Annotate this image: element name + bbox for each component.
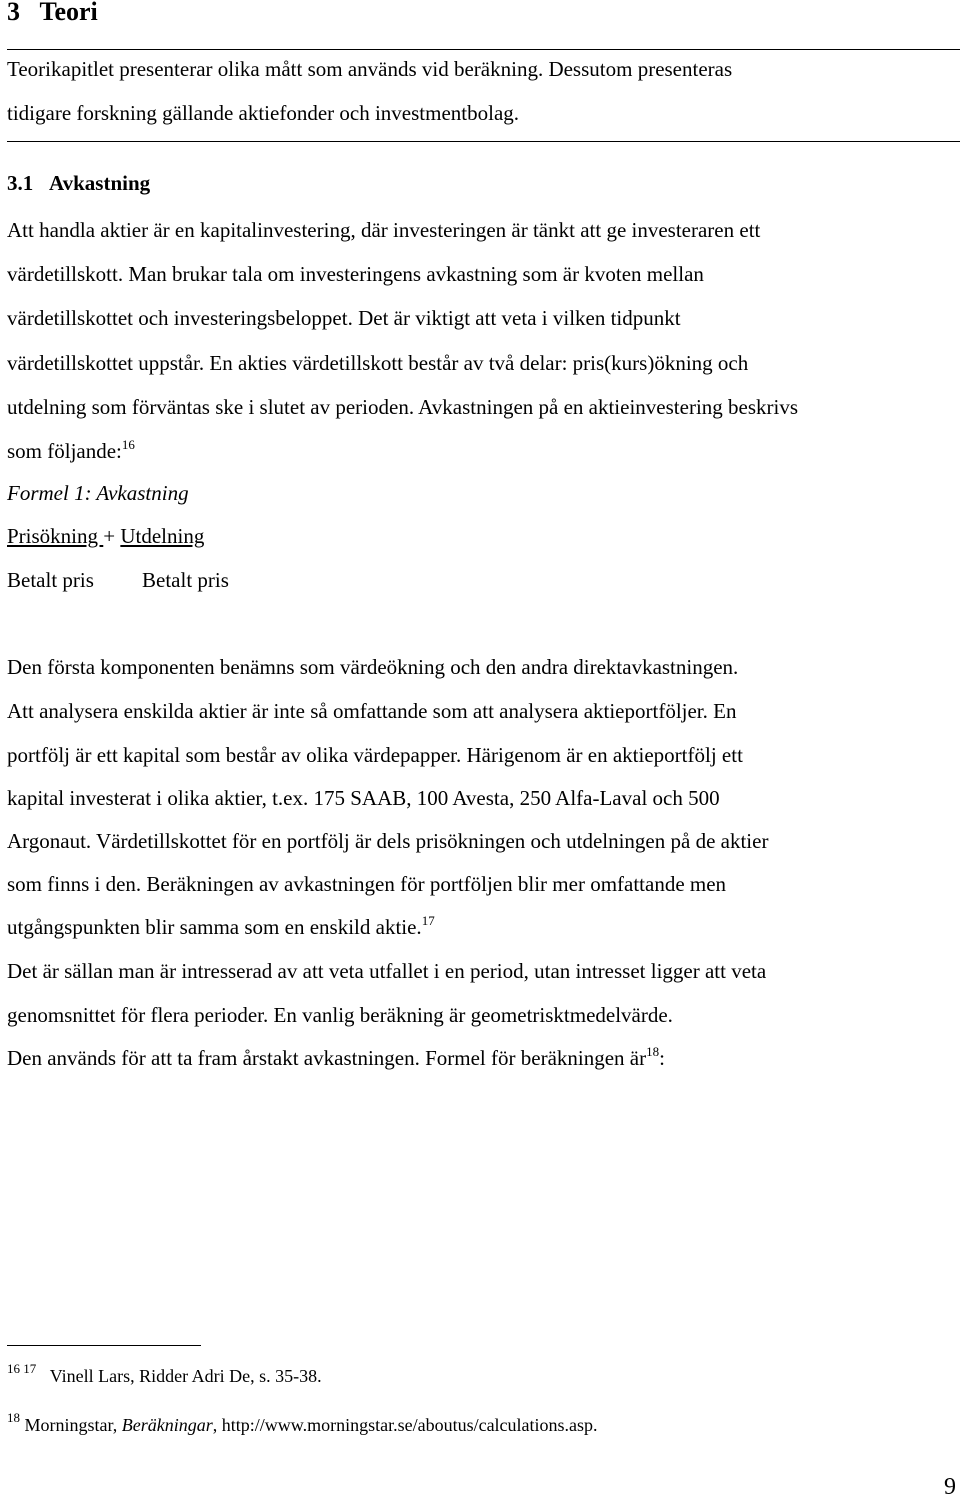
page-number: 9 [944,1474,956,1500]
para1-line-2: värdetillskott. Man brukar tala om investeringens avkastning som är kvoten mellan [7,262,704,286]
para1-line-1: Att handla aktier är en kapitalinvestering, där investeringen är tänkt att ge investeraren ett [7,218,761,242]
para2-line-4: kapital investerat i olika aktier, t.ex. 175 SAAB, 100 Avesta, 250 Alfa-Laval och 500 [7,786,720,810]
formula-den-1: Betalt pris [7,568,94,592]
subsection-title: Avkastning [49,171,151,195]
para3-line-2: genomsnittet för flera perioder. En vanlig beräkning är geometrisktmedelvärde. [7,1003,673,1027]
para1-line-5: utdelning som förväntas ske i slutet av perioden. Avkastningen på en aktieinvestering beskrivs [7,395,799,419]
para1-line-4: värdetillskottet uppstår. En akties värdetillskott består av två delar: pris(kurs)ökning och [7,351,749,375]
para2-line-3: portfölj är ett kapital som består av olika värdepapper. Härigenom är en aktieportfölj ett [7,743,743,767]
intro-line-2: tidigare forskning gällande aktiefonder och investmentbolag. [7,101,520,125]
formula-num-price-increase: Prisökning [7,524,104,548]
formula-num-dividend: Utdelning [120,524,205,548]
formula-caption: Formel 1: Avkastning [7,481,189,505]
formula-numerator [7,524,204,549]
subsection-heading [7,171,150,196]
para1-line-3: värdetillskottet och investeringsbeloppet. Det är viktigt att veta i vilken tidpunkt [7,306,681,330]
formula-plus: + [103,524,116,548]
section-heading [7,0,98,27]
footnote-ref-16: 16 [121,437,135,452]
para2-line-2: Att analysera enskilda aktier är inte så omfattande som att analysera aktieportföljer. En [7,699,737,723]
para2-line-1: Den första komponenten benämns som värdeökning och den andra direktavkastningen. [7,655,739,679]
footnote-separator [7,1345,201,1346]
footnote-ref-17: 17 [421,913,435,928]
intro-line-1: Teorikapitlet presenterar olika mått som används vid beräkning. Dessutom presenteras [7,57,733,81]
para1-line-6 [7,439,135,464]
para2-line-5: Argonaut. Värdetillskottet för en portfölj är dels prisökningen och utdelningen på de aktier [7,829,769,853]
section-number: 3 [7,0,20,26]
footnote-16-17-text: Vinell Lars, Ridder Adri De, s. 35-38. [49,1366,322,1386]
para3-line-3 [7,1046,665,1071]
heading-rule [7,49,960,50]
footnote-18-author: Morningstar, [24,1415,122,1435]
para3-last-text: Den används för att ta fram årstakt avkastningen. Formel för beräkningen är [7,1046,647,1070]
footnote-18-rest: , http://www.morningstar.se/aboutus/calculations.asp. [212,1415,598,1435]
formula-den-2: Betalt pris [142,568,229,592]
para3-colon: : [659,1046,665,1070]
footnote-16-17 [7,1361,322,1387]
footnote-18 [7,1410,598,1436]
footnote-18-title: Beräkningar [121,1415,213,1435]
subsection-number: 3.1 [7,171,34,195]
section-title: Teori [39,0,98,26]
footnote-mark-18: 18 [7,1410,20,1425]
para2-line-6: som finns i den. Beräkningen av avkastningen för portföljen blir mer omfattande men [7,872,727,896]
para2-last-text: utgångspunkten blir samma som en enskild aktie. [7,915,422,939]
para1-last-text: som följande: [7,439,122,463]
footnote-ref-18: 18 [646,1044,660,1059]
para2-line-7 [7,915,435,940]
para3-line-1: Det är sällan man är intresserad av att veta utfallet i en period, utan intresset ligger att veta [7,959,767,983]
footnote-marks-16-17: 16 17 [7,1361,37,1376]
section-rule [7,141,960,142]
